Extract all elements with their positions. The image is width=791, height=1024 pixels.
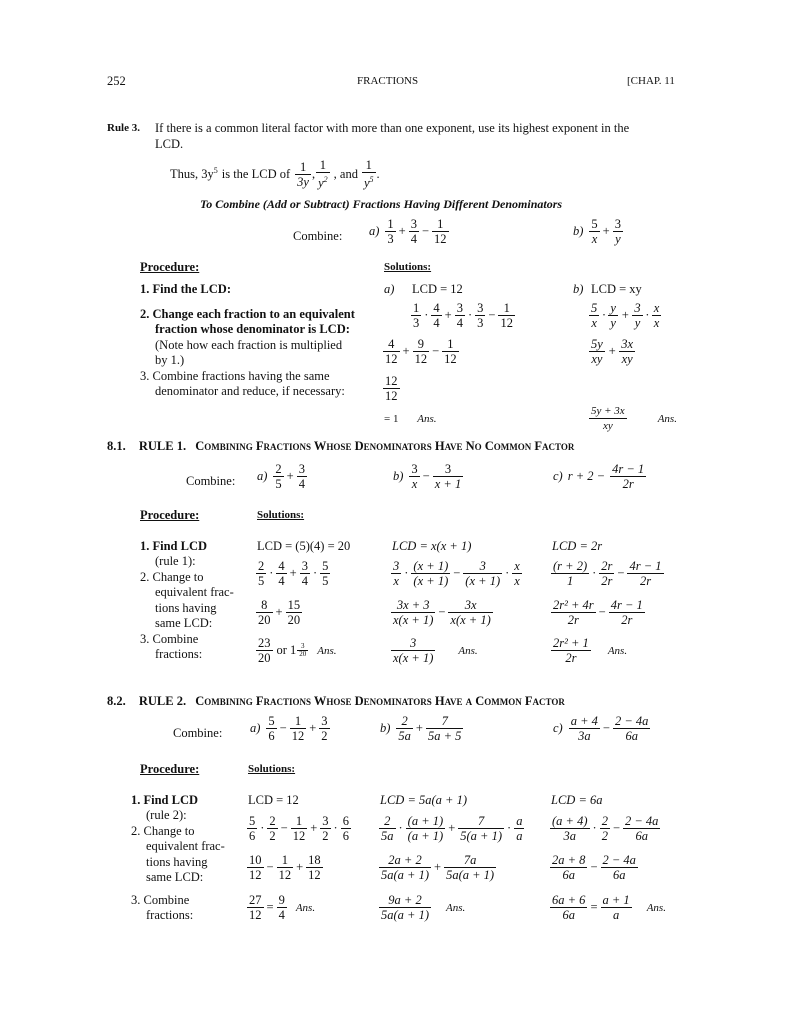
section81-step3: 3. Combine	[140, 632, 199, 646]
fraction: 5y + 3x xy	[591, 405, 625, 432]
section81-solutions: Solutions:	[257, 509, 305, 521]
procedure0-b-label: b)	[573, 282, 584, 296]
section82-step2c: tions having	[146, 855, 208, 869]
operator: ·	[592, 821, 597, 835]
fraction: 2 5a	[381, 814, 394, 843]
rule3-mid: is the LCD of	[221, 166, 291, 181]
section81-c: c) r + 2 − $\frac{4r - 1}{2r}$	[553, 462, 645, 491]
section82-b-eq3: 9a + 2 5a(a + 1) Ans.	[381, 893, 466, 922]
fraction: $\frac{1}{12}$	[444, 337, 457, 366]
section82-step2b: equivalent frac-	[146, 839, 225, 853]
section81-b-eq3: 3 x(x + 1) Ans.	[393, 636, 478, 665]
fraction: 2r² + 1 2r	[553, 636, 589, 665]
chapter-label: [CHAP. 11	[627, 75, 675, 87]
fraction: 3 20	[299, 642, 307, 658]
fraction: $\frac{3}{y}$	[634, 301, 641, 330]
section81-a-eq3: 23 20 or 1 3 20 Ans.	[258, 636, 337, 665]
procedure0-step3-1: 3. Combine fractions having the same	[140, 369, 330, 383]
section82-c-eq3: $\frac{6a + 6}{6a}$ = $\frac{a + 1}{a}$ Ans.	[552, 893, 666, 922]
section82-b-eq2	[378, 853, 497, 882]
operator: ·	[602, 308, 606, 322]
operator: ·	[424, 308, 429, 322]
procedure0-b-eq3: 5y + 3x xy Ans.	[591, 405, 677, 432]
fraction: 5y xy	[591, 337, 603, 366]
section82-a-eq3: $\frac{27}{12}$ = $\frac{9}{4}$ Ans.	[249, 893, 316, 922]
fraction: $\frac{2 - 4a}{6a}$	[614, 714, 649, 743]
section82-a-lcd: LCD = 12	[248, 793, 299, 807]
section82-combine-label: Combine:	[173, 726, 223, 740]
fraction: 3 x	[411, 462, 418, 491]
operator: ·	[507, 821, 512, 835]
procedure0-a-lcd: LCD = 12	[412, 282, 463, 296]
fraction: $\frac{1}{12}$	[292, 814, 306, 843]
section81-step2b: equivalent frac-	[155, 585, 234, 599]
operator: −	[598, 605, 606, 619]
fraction: 2a + 8 6a	[552, 853, 586, 882]
operator: +	[310, 821, 318, 835]
solutions0-heading: Solutions:	[384, 261, 432, 273]
fraction: a + 4 3a	[570, 714, 598, 743]
procedure0-step2-1: 2. Change each fraction to an equivalent	[140, 307, 355, 321]
operator: ·	[333, 821, 338, 835]
fraction: $\frac{18}{12}$	[308, 853, 321, 882]
fraction: 12 12	[385, 374, 398, 403]
fraction: 1 3	[413, 301, 420, 330]
operator: −	[612, 821, 620, 835]
fraction: $\frac{3}{y}$	[614, 217, 621, 246]
fraction: $\frac{3}{2}$	[321, 714, 328, 743]
section82-c-eq2	[549, 853, 639, 882]
fraction: 5 x	[591, 301, 598, 330]
fraction: 8 20	[258, 598, 271, 627]
fraction: y y	[610, 301, 616, 330]
fraction: $\frac{7}{5a + 5}$	[427, 714, 462, 743]
operator: =	[266, 900, 274, 914]
fraction: 5 6	[268, 714, 275, 743]
fraction: 2 5	[258, 559, 265, 588]
fraction: (r + 2) 1	[553, 559, 588, 588]
fraction: $\frac{1}{12}$	[278, 853, 292, 882]
fraction: 10 12	[249, 853, 262, 882]
fraction: 2 5a	[398, 714, 411, 743]
rule3-example: Thus, $3y^5$ is the LCD of 1 3y , 1 $y^2$ , and 1 $y^5$ .	[170, 158, 380, 191]
fraction: (x + 1) (x + 1)	[413, 559, 449, 588]
section82-heading: 8.2. RULE 2. Combining Fractions Whose Denominators Have a Common Factor	[107, 694, 565, 708]
section81-a-eq1	[255, 559, 331, 588]
fraction: 23 20	[258, 636, 271, 665]
combine-title: To Combine (Add or Subtract) Fractions Having Different Denominators	[200, 197, 563, 211]
section81-b: b) 3 x − $\frac{3}{x + 1}$	[393, 462, 462, 491]
operator: ·	[269, 566, 274, 580]
procedure0-b-eq2	[588, 337, 636, 366]
fraction: $\frac{1}{12}$	[500, 301, 513, 330]
fraction: $\frac{3}{(x + 1)}$	[465, 559, 501, 588]
fraction: 5 6	[249, 814, 256, 843]
section82-step1: 1. Find LCD	[131, 793, 199, 807]
operator: +	[415, 721, 423, 735]
section81-c-eq2	[550, 598, 646, 627]
operator: −	[488, 308, 496, 322]
section81-step3b: fractions:	[155, 647, 203, 661]
procedure0-a-result: = 1 Ans.	[384, 413, 437, 425]
section82-step3b: fractions:	[146, 908, 194, 922]
fraction: $\frac{1}{12}$	[434, 217, 447, 246]
section82-c-eq1	[549, 814, 661, 843]
procedure0-a-eq2	[382, 337, 460, 366]
operator: +	[620, 308, 630, 322]
fraction: $\frac{6a + 6}{6a}$	[552, 893, 586, 922]
fraction: $\frac{3}{4}$	[410, 217, 417, 246]
section81-b-lcd: LCD = x(x + 1)	[392, 539, 472, 553]
procedure0-step3-2: denominator and reduce, if necessary:	[155, 384, 345, 398]
operator: +	[296, 860, 304, 874]
fraction: $\frac{7a}{5a(a + 1)}$	[446, 853, 495, 882]
operator: −	[617, 566, 625, 580]
example0-a-label: a)	[369, 224, 380, 238]
example0-combine-label: Combine:	[293, 229, 343, 243]
operator: +	[607, 344, 617, 358]
operator: ·	[467, 308, 473, 322]
rule3-label: Rule 3.	[107, 122, 140, 134]
operator: ·	[398, 821, 403, 835]
fraction: 9a + 2 5a(a + 1)	[381, 893, 430, 922]
rule3-text-2: LCD.	[155, 137, 184, 151]
operator: −	[422, 469, 430, 483]
fraction: 2a + 2 5a(a + 1)	[381, 853, 430, 882]
section81-step1b: (rule 1):	[155, 554, 196, 568]
section82-b-lcd: LCD = 5a(a + 1)	[380, 793, 468, 807]
operator: +	[275, 605, 283, 619]
example0-b	[573, 217, 624, 246]
fraction: 5 5	[322, 559, 329, 588]
rule3-frac-2: 1 $y^2$	[318, 158, 328, 191]
procedure0-a-eq3	[382, 374, 401, 403]
fraction: 3 x	[393, 559, 400, 588]
operator: ·	[645, 308, 649, 322]
fraction: 2r 2r	[601, 559, 613, 588]
fraction: $\frac{4r - 1}{2r}$	[612, 462, 645, 491]
fraction: $\frac{2 - 4a}{6a}$	[625, 814, 659, 843]
example0-a	[369, 217, 450, 246]
operator: ·	[592, 566, 597, 580]
operator: −	[279, 721, 287, 735]
procedure0-a-label: a)	[384, 282, 395, 296]
rule3-thus: Thus, $3y^5$	[170, 166, 218, 182]
rule3-frac-3: 1 $y^5$	[363, 158, 374, 191]
operator: ·	[404, 566, 409, 580]
section82-step2: 2. Change to	[131, 824, 195, 838]
section81-step2d: same LCD:	[155, 616, 213, 630]
fraction: 5 x	[591, 217, 598, 246]
operator: −	[453, 566, 461, 580]
section81-step1: 1. Find LCD	[140, 539, 208, 553]
section81-step2: 2. Change to	[140, 570, 204, 584]
operator: −	[432, 344, 440, 358]
fraction: $\frac{7}{5(a + 1)}$	[460, 814, 503, 843]
fraction: $\frac{3}{4}$	[456, 301, 463, 330]
fraction: 3 x(x + 1)	[393, 636, 434, 665]
section82-b-eq1	[378, 814, 525, 843]
section82-a: a) 5 6 − $\frac{1}{12}$ + $\frac{3}{2}$	[250, 714, 328, 743]
section81-c-eq3: 2r² + 1 2r Ans.	[553, 636, 628, 665]
section82-a-eq1	[246, 814, 352, 843]
rule3-and: , and	[333, 166, 358, 181]
operator: −	[602, 721, 610, 735]
section81-c-lcd: LCD = 2r	[552, 539, 603, 553]
fraction: 6 6	[342, 814, 349, 843]
procedure0-b-eq1	[588, 301, 662, 330]
fraction: (a + 1) (a + 1)	[407, 814, 444, 843]
section82-c-lcd: LCD = 6a	[551, 793, 603, 807]
section82-step3: 3. Combine	[131, 893, 190, 907]
operator: −	[421, 224, 430, 238]
section81-a-lcd: LCD = (5)(4) = 20	[257, 539, 351, 553]
fraction: 1 3	[387, 217, 394, 246]
fraction: $\frac{3}{x + 1}$	[434, 462, 462, 491]
operator: ·	[505, 566, 510, 580]
rule3-text-1: If there is a common literal factor with more than one exponent, use its highest exponent in the	[155, 121, 630, 135]
procedure0-step1: 1. Find the LCD:	[140, 282, 231, 296]
fraction: $\frac{9}{12}$	[414, 337, 428, 366]
fraction: 2 5	[275, 462, 282, 491]
operator: −	[590, 860, 598, 874]
operator: +	[444, 308, 452, 322]
section82-solutions: Solutions:	[248, 763, 296, 775]
fraction: $\frac{4r - 1}{2r}$	[610, 598, 643, 627]
fraction: $\frac{a + 1}{a}$	[602, 893, 630, 922]
fraction: 4 4	[433, 301, 440, 330]
operator: +	[448, 821, 456, 835]
fraction: (a + 4) 3a	[552, 814, 588, 843]
section82-step1b: (rule 2):	[146, 808, 187, 822]
operator: ·	[260, 821, 265, 835]
fraction: $\frac{1}{12}$	[291, 714, 305, 743]
section82-c: c) a + 4 3a − $\frac{2 - 4a}{6a}$	[553, 714, 649, 743]
fraction: $\frac{4r - 1}{2r}$	[629, 559, 662, 588]
fraction: $\frac{9}{4}$	[278, 893, 285, 922]
section82-step2d: same LCD:	[146, 870, 204, 884]
operator: =	[590, 900, 598, 914]
operator: +	[286, 469, 294, 483]
procedure0-step2-3: (Note how each fraction is multiplied	[155, 338, 343, 352]
section81-procedure: Procedure:	[140, 508, 200, 522]
fraction: x x	[653, 301, 660, 330]
section81-a-eq2	[255, 598, 303, 627]
operator: ·	[312, 566, 318, 580]
fraction: $\frac{3x}{x(x + 1)}$	[450, 598, 491, 627]
section82-b: b) 2 5a + $\frac{7}{5a + 5}$	[380, 714, 462, 743]
fraction: 3x + 3 x(x + 1)	[393, 598, 434, 627]
fraction: $\frac{3}{4}$	[298, 462, 305, 491]
operator: +	[402, 344, 410, 358]
fraction: $\frac{3}{2}$	[322, 814, 329, 843]
fraction: $\frac{3x}{xy}$	[621, 337, 634, 366]
section81-c-eq1	[550, 559, 665, 588]
section81-a: a) 2 5 + $\frac{3}{4}$	[257, 462, 305, 491]
section81-b-eq1	[390, 559, 523, 588]
fraction: $\frac{27}{12}$	[249, 893, 262, 922]
operator: +	[289, 566, 297, 580]
rule3-frac-1: 1 3y	[297, 159, 309, 189]
running-title: FRACTIONS	[357, 75, 419, 87]
section81-b-eq2	[390, 598, 494, 627]
page-number: 252	[107, 74, 126, 88]
section82-a-eq2	[246, 853, 324, 882]
fraction: x x	[514, 559, 520, 588]
example0-b-label: b)	[573, 224, 584, 238]
operator: +	[434, 860, 442, 874]
operator: −	[438, 605, 446, 619]
procedure0-step2-2: fraction whose denominator is LCD:	[155, 322, 350, 336]
fraction: $\frac{15}{20}$	[287, 598, 301, 627]
operator: −	[280, 821, 288, 835]
procedure0-heading: Procedure:	[140, 260, 200, 274]
section81-combine-label: Combine:	[186, 474, 236, 488]
fraction: a a	[516, 814, 523, 843]
section82-procedure: Procedure:	[140, 762, 200, 776]
fraction: 2r² + 4r 2r	[553, 598, 594, 627]
fraction: $\frac{3}{4}$	[301, 559, 308, 588]
fraction: 3 3	[477, 301, 484, 330]
procedure0-b-lcd: LCD = xy	[591, 282, 642, 296]
fraction: 2 2	[601, 814, 608, 843]
fraction: 4 12	[385, 337, 398, 366]
fraction: 2 2	[269, 814, 276, 843]
operator: −	[266, 860, 274, 874]
operator: +	[398, 224, 406, 238]
section81-step2c: tions having	[155, 601, 217, 615]
fraction: $\frac{2 - 4a}{6a}$	[602, 853, 636, 882]
operator: +	[309, 721, 317, 735]
fraction: 4 4	[278, 559, 285, 588]
procedure0-step2-4: by 1.)	[155, 353, 185, 367]
section81-heading: 8.1. RULE 1. Combining Fractions Whose Denominators Have No Common Factor	[107, 439, 575, 453]
procedure0-a-eq1	[410, 301, 516, 330]
operator: +	[602, 224, 610, 238]
